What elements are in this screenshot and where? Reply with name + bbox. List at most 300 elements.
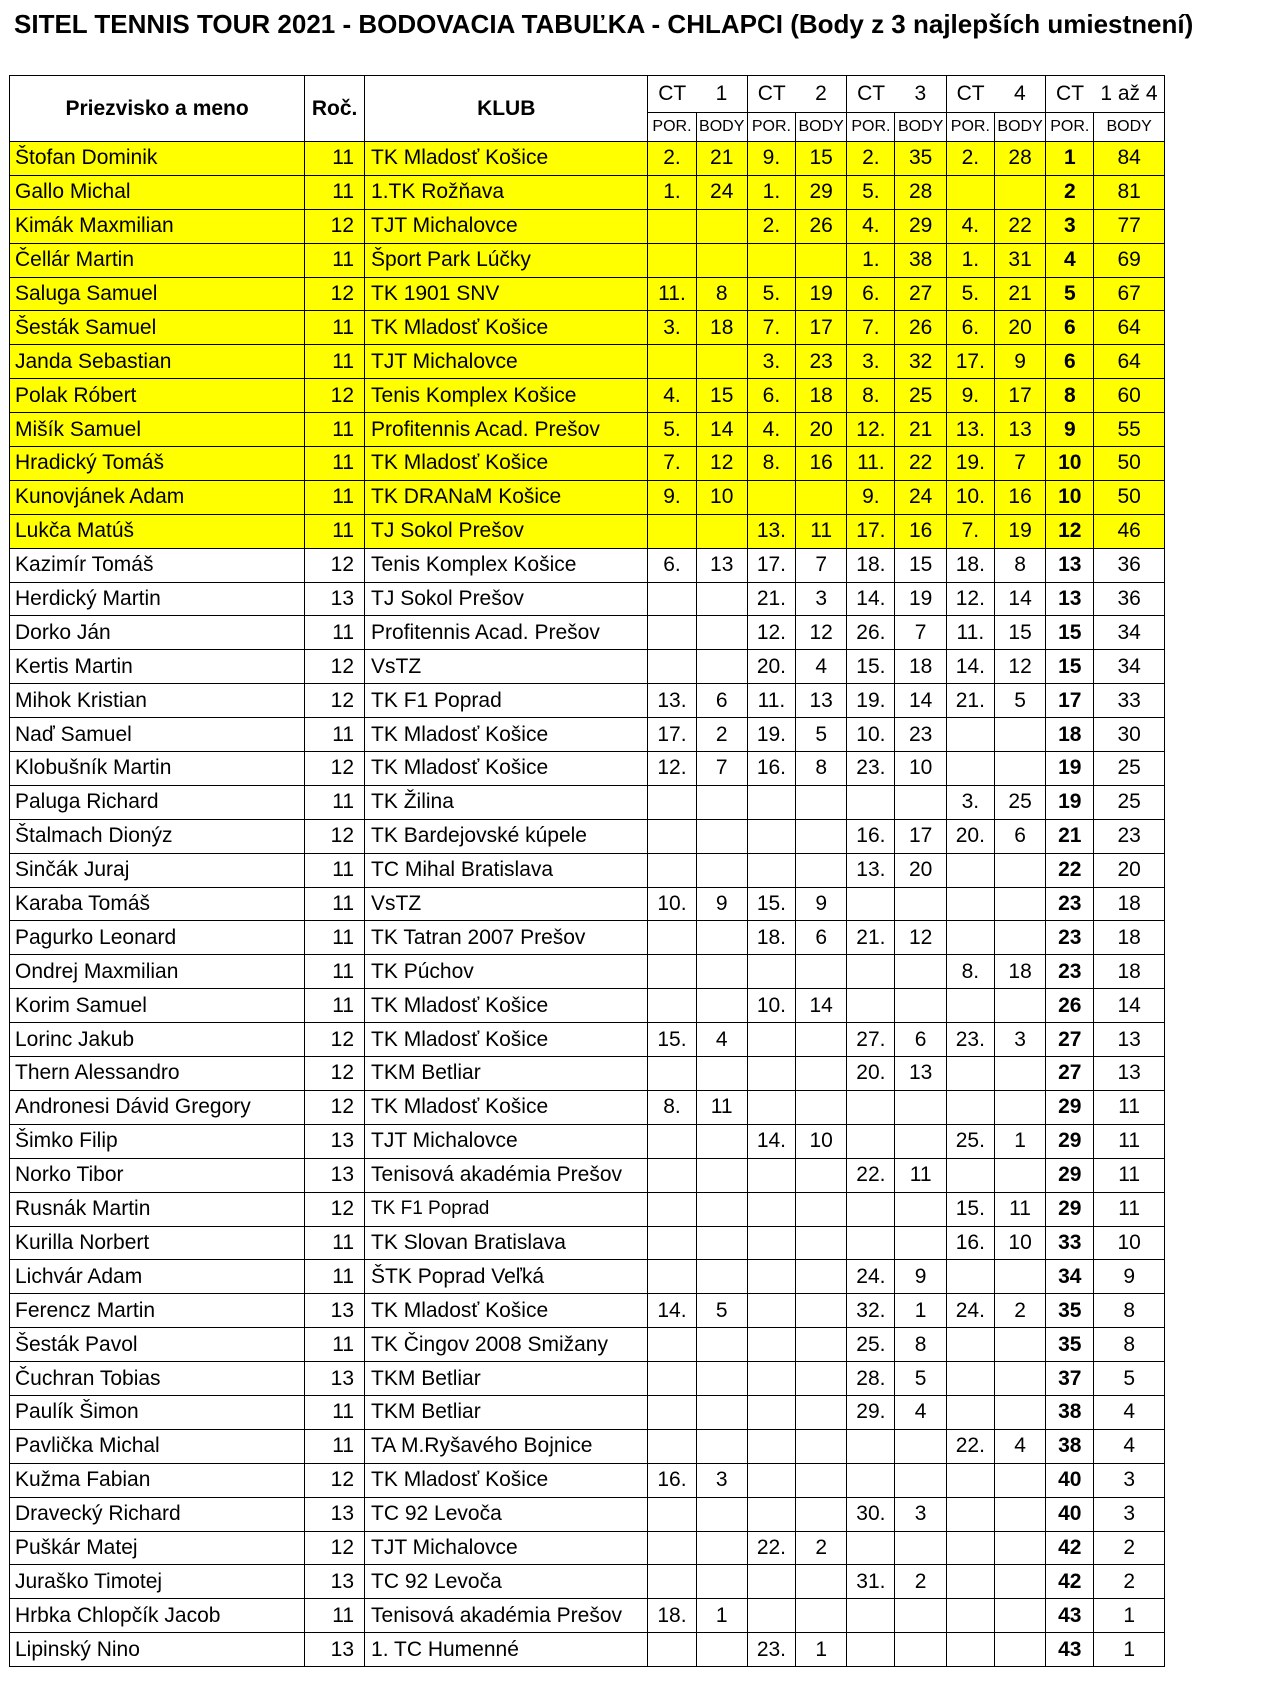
cell-t1-body [696,514,747,548]
birth-year: 11 [305,887,365,921]
cell-t1-por: 10. [648,887,696,921]
birth-year: 13 [305,1362,365,1396]
cell-t4-por [946,1531,994,1565]
cell-t1-por [648,243,696,277]
subheader-total-por: POR. [1046,113,1094,142]
cell-t2-body: 20 [796,413,847,447]
total-points: 2 [1094,1565,1165,1599]
cell-t4-body: 1 [994,1124,1045,1158]
cell-t4-por [946,1158,994,1192]
cell-t1-body: 10 [696,480,747,514]
cell-t3-body [895,785,946,819]
club-name: TK Bardejovské kúpele [365,819,648,853]
cell-t1-por [648,785,696,819]
cell-t4-por [946,1090,994,1124]
cell-t3-por: 17. [847,514,895,548]
cell-t3-body: 5 [895,1362,946,1396]
overall-position: 23 [1046,955,1094,989]
cell-t2-body [796,1023,847,1057]
birth-year: 12 [305,277,365,311]
player-name: Čuchran Tobias [10,1362,305,1396]
cell-t2-por [747,1158,795,1192]
player-name: Norko Tibor [10,1158,305,1192]
birth-year: 13 [305,582,365,616]
club-name: TK Mladosť Košice [365,311,648,345]
cell-t2-body: 3 [796,582,847,616]
player-name: Naď Samuel [10,718,305,752]
total-points: 8 [1094,1294,1165,1328]
subheader-t4-por: POR. [946,113,994,142]
cell-t1-body: 15 [696,379,747,413]
table-row [10,1090,1165,1124]
overall-position: 22 [1046,853,1094,887]
cell-t1-por [648,1362,696,1396]
cell-t1-body [696,853,747,887]
cell-t2-body: 18 [796,379,847,413]
total-points: 18 [1094,955,1165,989]
cell-t1-por [648,345,696,379]
club-name: TK F1 Poprad [365,1192,648,1226]
cell-t1-body [696,1395,747,1429]
cell-t1-por [648,1531,696,1565]
cell-t3-por [847,989,895,1023]
birth-year: 12 [305,1463,365,1497]
cell-t2-por: 12. [747,616,795,650]
cell-t4-body: 6 [994,819,1045,853]
cell-t4-por: 24. [946,1294,994,1328]
player-name: Kunovjánek Adam [10,480,305,514]
cell-t2-body [796,1599,847,1633]
cell-t4-por: 22. [946,1429,994,1463]
overall-position: 6 [1046,311,1094,345]
birth-year: 12 [305,650,365,684]
cell-t3-por [847,955,895,989]
total-points: 11 [1094,1124,1165,1158]
player-name: Čellár Martin [10,243,305,277]
player-name: Paulík Šimon [10,1395,305,1429]
birth-year: 11 [305,311,365,345]
birth-year: 11 [305,345,365,379]
birth-year: 12 [305,548,365,582]
cell-t4-body [994,989,1045,1023]
cell-t2-body [796,1565,847,1599]
cell-t3-body [895,955,946,989]
cell-t2-por: 5. [747,277,795,311]
cell-t3-por: 16. [847,819,895,853]
player-name: Šesták Samuel [10,311,305,345]
header-t1-num: 1 [696,76,747,113]
club-name: 1. TC Humenné [365,1633,648,1667]
club-name: TJT Michalovce [365,345,648,379]
overall-position: 37 [1046,1362,1094,1396]
cell-t2-por: 18. [747,921,795,955]
cell-t2-body: 9 [796,887,847,921]
player-name: Dorko Ján [10,616,305,650]
birth-year: 12 [305,752,365,786]
cell-t2-body: 19 [796,277,847,311]
cell-t2-body: 15 [796,142,847,176]
cell-t1-body: 6 [696,684,747,718]
cell-t1-por: 14. [648,1294,696,1328]
cell-t4-por: 16. [946,1226,994,1260]
cell-t3-body [895,1090,946,1124]
cell-t2-body [796,819,847,853]
cell-t1-por [648,921,696,955]
cell-t1-por [648,1260,696,1294]
total-points: 30 [1094,718,1165,752]
cell-t1-por: 18. [648,1599,696,1633]
cell-t3-por: 26. [847,616,895,650]
cell-t1-body [696,955,747,989]
cell-t1-por [648,1226,696,1260]
total-points: 9 [1094,1260,1165,1294]
cell-t1-por: 15. [648,1023,696,1057]
cell-t4-body [994,1599,1045,1633]
cell-t1-body: 13 [696,548,747,582]
cell-t4-por [946,989,994,1023]
cell-t1-por: 5. [648,413,696,447]
player-name: Ondrej Maxmilian [10,955,305,989]
cell-t4-por: 15. [946,1192,994,1226]
total-points: 81 [1094,175,1165,209]
cell-t2-body: 5 [796,718,847,752]
cell-t1-por: 13. [648,684,696,718]
cell-t1-body [696,616,747,650]
table-row [10,379,1165,413]
cell-t4-body [994,1395,1045,1429]
total-points: 64 [1094,345,1165,379]
birth-year: 11 [305,955,365,989]
cell-t3-por: 4. [847,209,895,243]
total-points: 4 [1094,1429,1165,1463]
cell-t4-por [946,718,994,752]
club-name: TK F1 Poprad [365,684,648,718]
player-name: Hrbka Chlopčík Jacob [10,1599,305,1633]
cell-t1-body: 21 [696,142,747,176]
overall-position: 29 [1046,1124,1094,1158]
total-points: 10 [1094,1226,1165,1260]
cell-t2-body: 4 [796,650,847,684]
cell-t4-por: 1. [946,243,994,277]
club-name: TK Mladosť Košice [365,1023,648,1057]
cell-t3-body: 4 [895,1395,946,1429]
cell-t4-body: 7 [994,447,1045,481]
cell-t2-body [796,1362,847,1396]
cell-t3-por: 29. [847,1395,895,1429]
header-total-ct: CT [1046,76,1094,113]
cell-t2-body [796,1497,847,1531]
cell-t4-body: 20 [994,311,1045,345]
cell-t2-body [796,785,847,819]
cell-t1-por: 11. [648,277,696,311]
header-t2-num: 2 [796,76,847,113]
subheader-t3-body: BODY [895,113,946,142]
club-name: TK Mladosť Košice [365,447,648,481]
cell-t1-por [648,1057,696,1091]
total-points: 33 [1094,684,1165,718]
player-name: Klobušník Martin [10,752,305,786]
club-name: TK 1901 SNV [365,277,648,311]
total-points: 13 [1094,1023,1165,1057]
cell-t4-body [994,921,1045,955]
cell-t1-por: 2. [648,142,696,176]
player-name: Sinčák Juraj [10,853,305,887]
cell-t2-por [747,1260,795,1294]
player-name: Dravecký Richard [10,1497,305,1531]
cell-t4-por: 21. [946,684,994,718]
cell-t1-por [648,1124,696,1158]
cell-t3-por: 15. [847,650,895,684]
cell-t3-body: 17 [895,819,946,853]
cell-t3-por [847,1429,895,1463]
cell-t4-por: 6. [946,311,994,345]
cell-t2-body [796,955,847,989]
table-row [10,1565,1165,1599]
cell-t3-body: 24 [895,480,946,514]
cell-t3-body: 14 [895,684,946,718]
player-name: Karaba Tomáš [10,887,305,921]
birth-year: 12 [305,684,365,718]
cell-t2-por [747,1362,795,1396]
cell-t1-por: 3. [648,311,696,345]
cell-t1-body [696,1158,747,1192]
cell-t1-por [648,1429,696,1463]
cell-t3-por: 12. [847,413,895,447]
cell-t1-body: 2 [696,718,747,752]
cell-t1-por [648,1192,696,1226]
birth-year: 11 [305,785,365,819]
cell-t1-por [648,650,696,684]
cell-t2-por [747,819,795,853]
cell-t3-body: 25 [895,379,946,413]
overall-position: 4 [1046,243,1094,277]
cell-t1-body [696,1057,747,1091]
birth-year: 11 [305,989,365,1023]
subheader-t2-por: POR. [747,113,795,142]
table-row [10,548,1165,582]
total-points: 25 [1094,785,1165,819]
cell-t2-por [747,1294,795,1328]
cell-t3-por [847,1226,895,1260]
player-name: Lukča Matúš [10,514,305,548]
cell-t2-body [796,1429,847,1463]
cell-t1-body [696,1429,747,1463]
club-name: TC Mihal Bratislava [365,853,648,887]
cell-t1-por [648,1328,696,1362]
overall-position: 19 [1046,785,1094,819]
table-row [10,616,1165,650]
club-name: TK Púchov [365,955,648,989]
table-row [10,1023,1165,1057]
cell-t3-body: 21 [895,413,946,447]
player-name: Saluga Samuel [10,277,305,311]
table-row [10,1497,1165,1531]
player-name: Kurilla Norbert [10,1226,305,1260]
cell-t1-por [648,582,696,616]
birth-year: 13 [305,1565,365,1599]
cell-t1-body [696,243,747,277]
player-name: Polak Róbert [10,379,305,413]
cell-t4-body: 2 [994,1294,1045,1328]
cell-t2-por: 2. [747,209,795,243]
birth-year: 13 [305,1294,365,1328]
overall-position: 40 [1046,1463,1094,1497]
cell-t4-por [946,1328,994,1362]
player-name: Lorinc Jakub [10,1023,305,1057]
cell-t2-por [747,955,795,989]
cell-t2-por [747,1023,795,1057]
cell-t4-por [946,1057,994,1091]
header-t4-num: 4 [994,76,1045,113]
cell-t3-por: 10. [847,718,895,752]
cell-t3-por: 28. [847,1362,895,1396]
cell-t2-body [796,480,847,514]
cell-t3-body: 29 [895,209,946,243]
overall-position: 18 [1046,718,1094,752]
player-name: Kertis Martin [10,650,305,684]
cell-t3-body: 12 [895,921,946,955]
table-row [10,311,1165,345]
cell-t4-body: 13 [994,413,1045,447]
total-points: 23 [1094,819,1165,853]
cell-t3-por: 5. [847,175,895,209]
cell-t1-body [696,345,747,379]
cell-t2-por: 14. [747,1124,795,1158]
cell-t4-body [994,1565,1045,1599]
table-row [10,582,1165,616]
club-name: TJ Sokol Prešov [365,514,648,548]
player-name: Šesták Pavol [10,1328,305,1362]
cell-t2-body [796,1294,847,1328]
cell-t2-body [796,1057,847,1091]
cell-t1-body [696,785,747,819]
cell-t3-body: 20 [895,853,946,887]
birth-year: 11 [305,1429,365,1463]
total-points: 77 [1094,209,1165,243]
club-name: TJ Sokol Prešov [365,582,648,616]
club-name: VsTZ [365,650,648,684]
cell-t1-body: 8 [696,277,747,311]
cell-t4-por: 10. [946,480,994,514]
cell-t4-por [946,1497,994,1531]
cell-t2-por: 16. [747,752,795,786]
cell-t3-por: 32. [847,1294,895,1328]
cell-t3-por: 8. [847,379,895,413]
cell-t1-body: 1 [696,1599,747,1633]
cell-t2-por: 9. [747,142,795,176]
cell-t3-body: 15 [895,548,946,582]
header-t3-num: 3 [895,76,946,113]
cell-t4-body [994,718,1045,752]
table-row [10,1362,1165,1396]
cell-t2-por: 20. [747,650,795,684]
cell-t3-por: 6. [847,277,895,311]
cell-t2-por [747,1328,795,1362]
club-name: TK Mladosť Košice [365,142,648,176]
overall-position: 21 [1046,819,1094,853]
cell-t2-por [747,1057,795,1091]
club-name: TK Mladosť Košice [365,752,648,786]
cell-t3-body: 26 [895,311,946,345]
cell-t2-por [747,1395,795,1429]
cell-t2-por [747,1090,795,1124]
subheader-t2-body: BODY [796,113,847,142]
cell-t4-body: 31 [994,243,1045,277]
cell-t1-body [696,921,747,955]
cell-t4-body: 5 [994,684,1045,718]
cell-t1-body [696,819,747,853]
birth-year: 12 [305,379,365,413]
total-points: 55 [1094,413,1165,447]
cell-t4-por [946,1633,994,1667]
cell-t3-por: 11. [847,447,895,481]
cell-t4-por: 5. [946,277,994,311]
cell-t2-por: 23. [747,1633,795,1667]
birth-year: 11 [305,1395,365,1429]
table-row [10,684,1165,718]
cell-t2-por [747,853,795,887]
table-row [10,1531,1165,1565]
total-points: 36 [1094,582,1165,616]
overall-position: 29 [1046,1158,1094,1192]
table-row [10,1633,1165,1667]
cell-t4-body [994,1463,1045,1497]
cell-t3-body [895,1531,946,1565]
cell-t2-body [796,1395,847,1429]
club-name: TA M.Ryšavého Bojnice [365,1429,648,1463]
cell-t4-body [994,1362,1045,1396]
overall-position: 15 [1046,650,1094,684]
cell-t4-por [946,1599,994,1633]
overall-position: 43 [1046,1633,1094,1667]
cell-t4-por: 25. [946,1124,994,1158]
overall-position: 38 [1046,1429,1094,1463]
cell-t4-por: 19. [946,447,994,481]
overall-position: 35 [1046,1294,1094,1328]
cell-t1-por: 17. [648,718,696,752]
cell-t4-body: 16 [994,480,1045,514]
table-row [10,1158,1165,1192]
total-points: 11 [1094,1192,1165,1226]
player-name: Štalmach Dionýz [10,819,305,853]
overall-position: 9 [1046,413,1094,447]
cell-t2-body [796,1158,847,1192]
overall-position: 10 [1046,447,1094,481]
cell-t2-body: 16 [796,447,847,481]
table-row [10,1294,1165,1328]
cell-t4-body: 17 [994,379,1045,413]
cell-t4-por: 17. [946,345,994,379]
club-name: Profitennis Acad. Prešov [365,616,648,650]
table-row [10,413,1165,447]
cell-t4-por [946,1463,994,1497]
table-row [10,243,1165,277]
cell-t3-por [847,1124,895,1158]
cell-t3-por [847,887,895,921]
player-name: Juraško Timotej [10,1565,305,1599]
subheader-t1-body: BODY [696,113,747,142]
birth-year: 13 [305,1633,365,1667]
cell-t1-body: 7 [696,752,747,786]
cell-t2-body: 29 [796,175,847,209]
cell-t3-por [847,1192,895,1226]
cell-t4-body [994,175,1045,209]
cell-t3-body [895,887,946,921]
cell-t1-body [696,1260,747,1294]
cell-t1-body [696,1565,747,1599]
overall-position: 35 [1046,1328,1094,1362]
total-points: 8 [1094,1328,1165,1362]
